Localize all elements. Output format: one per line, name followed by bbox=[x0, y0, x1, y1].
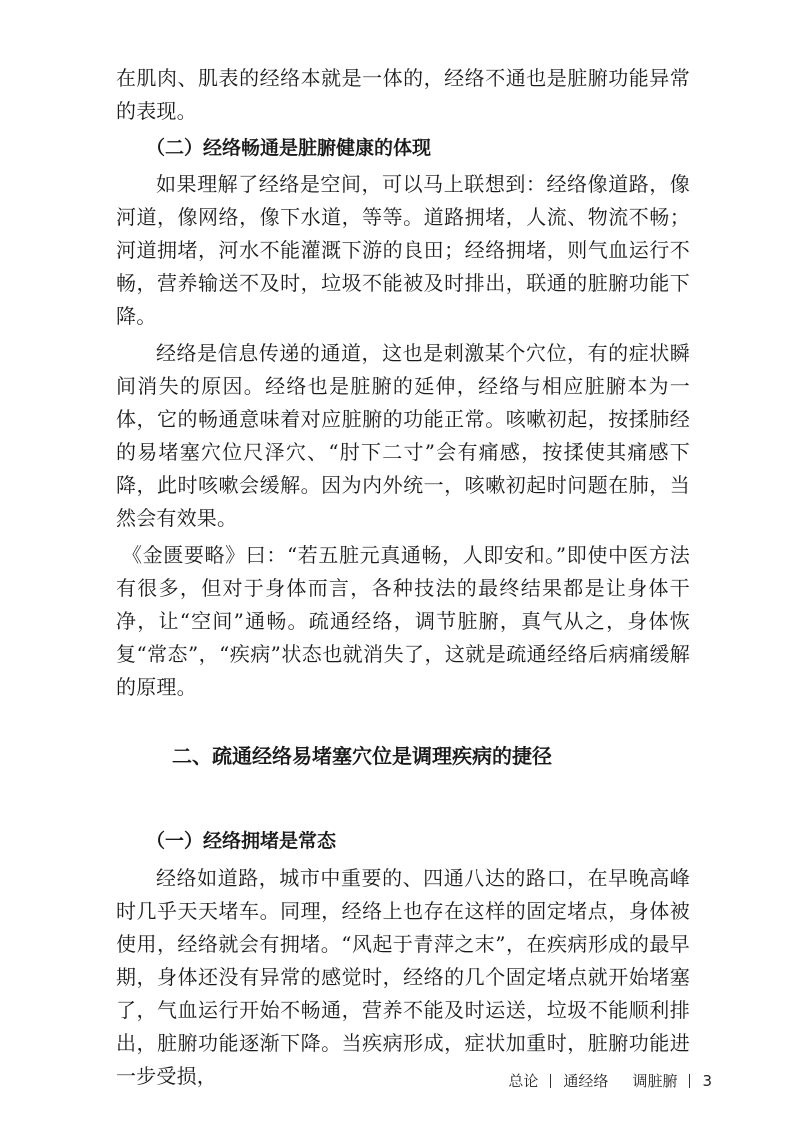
footer-section: 总论 bbox=[508, 1072, 539, 1090]
footer-chapter-part2: 调脏腑 bbox=[632, 1072, 678, 1090]
paragraph-2: 经络是信息传递的通道，这也是刺激某个穴位，有的症状瞬间消失的原因。经络也是脏腑的延伸，经络与相应脏腑本为一体，它的畅通意味着对应脏腑的功能正常。咳嗽初起，按揉肺经的易堵塞穴位尺泽穴、“肘下二寸”会有痛感，按揉使其痛感下降，此时咳嗽会缓解。因为内外统一，咳嗽初起时问题在肺，当然会有效果。 bbox=[116, 341, 690, 530]
paragraph-4: 经络如道路，城市中重要的、四通八达的路口，在早晚高峰时几乎天天堵车。同理，经络上也存在这样的固定堵点，身体被使用，经络就会有拥堵。“风起于青萍之末”，在疾病形成的最早期，身体还没有异常的感觉时，经络的几个固定堵点就开始堵塞了，气血运行开始不畅通，营养不能及时运送，垃圾不能顺利排出，脏腑功能逐渐下降。当疾病形成，症状加重时，脏腑功能进一步受损， bbox=[116, 866, 690, 1088]
page-footer bbox=[508, 1070, 712, 1091]
paragraph-1: 如果理解了经络是空间，可以马上联想到：经络像道路，像河道，像网络，像下水道，等等。道路拥堵，人流、物流不畅；河道拥堵，河水不能灌溉下游的良田；经络拥堵，则气血运行不畅，营养输送不及时，垃圾不能被及时排出，联通的脏腑功能下降。 bbox=[116, 172, 690, 328]
section-heading-2: 二、疏通经络易堵塞穴位是调理疾病的捷径 bbox=[172, 744, 552, 768]
footer-divider bbox=[689, 1074, 690, 1088]
page-number: 3 bbox=[702, 1071, 712, 1090]
sub-heading-2: （二）经络畅通是脏腑健康的体现 bbox=[146, 137, 432, 159]
footer-divider bbox=[550, 1074, 551, 1088]
page-body bbox=[116, 62, 690, 1093]
paragraph-intro: 在肌肉、肌表的经络本就是一体的，经络不通也是脏腑功能异常的表现。 bbox=[116, 66, 690, 123]
sub-heading-1: （一）经络拥堵是常态 bbox=[146, 830, 337, 852]
paragraph-3: 《金匮要略》曰：“若五脏元真通畅，人即安和。”即使中医方法有很多，但对于身体而言，各种技法的最终结果都是让身体干净，让“空间”通畅。疏通经络，调节脏腑，真气从之，身体恢复“常态”，“疾病”状态也就消失了，这就是疏通经络后病痛缓解的原理。 bbox=[116, 543, 690, 699]
footer-chapter-part1: 通经络 bbox=[563, 1072, 609, 1090]
